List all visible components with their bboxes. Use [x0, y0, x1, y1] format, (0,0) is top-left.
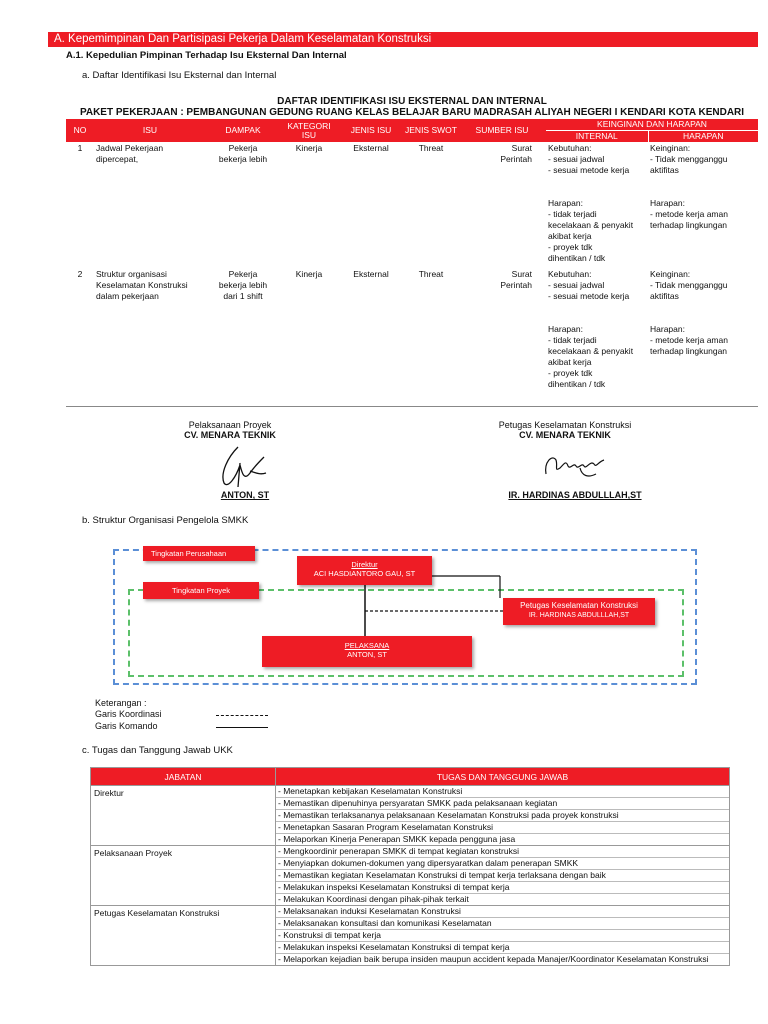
th-jenis: JENIS ISU: [338, 119, 404, 142]
pelaksana-title: PELAKSANA: [344, 641, 390, 650]
cell-tugas: [276, 906, 730, 966]
cell-jenis: Eksternal: [353, 269, 389, 279]
task-item: - Konstruksi di tempat kerja: [276, 930, 729, 942]
direktur-name: ACI HASDIANTORO GAU, ST: [313, 569, 416, 578]
th-dampak: DAMPAK: [206, 119, 280, 142]
legend-koordinasi: Garis Koordinasi: [95, 709, 162, 719]
cell-dampak: Pekerja bekerja lebih dari 1 shift: [218, 269, 268, 301]
section-title: A. Kepemimpinan Dan Partisipasi Pekerja Dalam Keselamatan Konstruksi: [48, 32, 758, 47]
task-item: - Menetapkan kebijakan Keselamatan Konstruksi: [276, 786, 729, 798]
cell-harapan: Keinginan: - Tidak mengganggu aktifitas Harapan: - metode kerja aman terhadap lingkungan: [650, 269, 728, 356]
legend-komando-line: [216, 727, 268, 728]
signature-left-company: CV. MENARA TEKNIK: [184, 430, 276, 440]
cell-dampak: Pekerja bekerja lebih: [218, 143, 268, 164]
th-keinginan: KEINGINAN DAN HARAPAN: [546, 119, 758, 130]
cell-jabatan: Petugas Keselamatan Konstruksi: [91, 906, 276, 966]
petugas-box: [503, 598, 655, 625]
cell-swot: Threat: [418, 269, 444, 279]
cell-swot: Threat: [418, 143, 444, 153]
task-item: - Melaporkan kejadian baik berupa insiden maupun accident kepada Manajer/Koordinator Keselamatan Konstruksi: [278, 954, 709, 964]
th-internal: INTERNAL: [546, 130, 648, 142]
item-c-label: c. Tugas dan Tanggung Jawab UKK: [82, 745, 233, 756]
daftar-title: DAFTAR IDENTIFIKASI ISU EKSTERNAL DAN INTERNAL: [277, 96, 547, 107]
cell-jabatan: Direktur: [91, 786, 276, 846]
th-no: NO: [66, 119, 94, 142]
task-item: - Melakukan inspeksi Keselamatan Konstruksi di tempat kerja: [276, 882, 729, 894]
cell-harapan: Keinginan: - Tidak mengganggu aktifitas Harapan: - metode kerja aman terhadap lingkungan: [650, 143, 728, 230]
pelaksana-name: ANTON, ST: [347, 650, 387, 659]
signature-right-company: CV. MENARA TEKNIK: [519, 430, 611, 440]
legend-title: Keterangan :: [95, 698, 147, 708]
tugas-table: [90, 767, 730, 966]
petugas-name: IR. HARDINAS ABDULLLAH,ST: [528, 612, 630, 619]
task-item: - Memastikan terlaksananya pelaksanaan Keselamatan Konstruksi pada proyek konstruksi: [276, 810, 729, 822]
cell-sumber: Surat Perintah: [500, 269, 532, 290]
th-sumber: SUMBER ISU: [458, 119, 546, 142]
th-kategori: KATEGORI ISU: [280, 119, 338, 142]
cell-internal: Kebutuhan: - sesuai jadwal - sesuai metode kerja Harapan: - tidak terjadi kecelakaan & penyakit akibat kerja - proyek tdk dihentikan / tdk: [548, 269, 634, 389]
cell-jenis: Eksternal: [353, 143, 389, 153]
task-item: - Menyiapkan dokumen-dokumen yang dipersyaratkan dalam penerapan SMKK: [276, 858, 729, 870]
task-item: - Melaksanakan konsultasi dan komunikasi Keselamatan: [276, 918, 729, 930]
signature-left-name: ANTON, ST: [220, 490, 270, 500]
table-row: [91, 846, 730, 906]
table-row: [91, 786, 730, 846]
cell-no: 1: [77, 143, 83, 153]
pelaksana-box: [262, 636, 472, 667]
task-item: - Melaporkan Kinerja Penerapan SMKK kepada pengguna jasa: [278, 834, 516, 844]
cell-sumber: Surat Perintah: [500, 143, 532, 164]
th-jabatan: JABATAN: [91, 768, 276, 786]
task-item: - Memastikan dipenuhinya persyaratan SMKK pada pelaksanaan kegiatan: [276, 798, 729, 810]
cell-tugas: [276, 846, 730, 906]
cell-kategori: Kinerja: [295, 143, 323, 153]
daftar-paket: PAKET PEKERJAAN : PEMBANGUNAN GEDUNG RUANG KELAS BELAJAR BARU MADRASAH ALIYAH NEGERI I KENDARI KOTA KENDARI: [79, 107, 745, 118]
task-item: - Memastikan kegiatan Keselamatan Konstruksi di tempat kerja terlaksana dengan baik: [276, 870, 729, 882]
item-a-label: a. Daftar Identifikasi Isu Eksternal dan Internal: [82, 70, 277, 81]
th-swot: JENIS SWOT: [404, 119, 458, 142]
cell-kategori: Kinerja: [295, 269, 323, 279]
cell-isu: Struktur organisasi Keselamatan Konstruksi dalam pekerjaan: [96, 269, 188, 301]
cell-internal: Kebutuhan: - sesuai jadwal - sesuai metode kerja Harapan: - tidak terjadi kecelakaan & penyakit akibat kerja - proyek tdk dihentikan / tdk: [548, 143, 634, 263]
signature-right-role: Petugas Keselamatan Konstruksi: [498, 420, 632, 430]
task-item: - Melakukan inspeksi Keselamatan Konstruksi di tempat kerja: [276, 942, 729, 954]
legend-komando: Garis Komando: [95, 721, 158, 731]
cell-no: 2: [77, 269, 83, 279]
legend-koordinasi-line: [216, 715, 268, 716]
th-tugas: TUGAS DAN TANGGUNG JAWAB: [276, 768, 730, 786]
cell-tugas: [276, 786, 730, 846]
task-item: - Melakukan Koordinasi dengan pihak-pihak terkait: [278, 894, 469, 904]
item-b-label: b. Struktur Organisasi Pengelola SMKK: [82, 515, 249, 526]
task-item: - Melaksanakan induksi Keselamatan Konstruksi: [276, 906, 729, 918]
tingkat-perusahaan-label: Tingkatan Perusahaan: [143, 546, 255, 561]
task-item: - Mengkoordinir penerapan SMKK di tempat kegiatan konstruksi: [276, 846, 729, 858]
cell-isu: Jadwal Pekerjaan dipercepat,: [96, 143, 164, 164]
th-isu: ISU: [94, 119, 206, 142]
tingkat-proyek-label: Tingkatan Proyek: [143, 582, 259, 599]
signature-right-name: IR. HARDINAS ABDULLLAH,ST: [508, 490, 642, 500]
direktur-title: Direktur: [351, 560, 378, 569]
th-harapan: HARAPAN: [648, 130, 758, 142]
petugas-title: Petugas Keselamatan Konstruksi: [520, 601, 638, 610]
direktur-box: [297, 556, 432, 585]
subsection-title: A.1. Kepedulian Pimpinan Terhadap Isu Eksternal Dan Internal: [66, 50, 347, 61]
table-row: [91, 906, 730, 966]
task-item: - Menetapkan Sasaran Program Keselamatan Konstruksi: [276, 822, 729, 834]
cell-jabatan: Pelaksanaan Proyek: [91, 846, 276, 906]
signature-left-role: Pelaksanaan Proyek: [188, 420, 272, 430]
